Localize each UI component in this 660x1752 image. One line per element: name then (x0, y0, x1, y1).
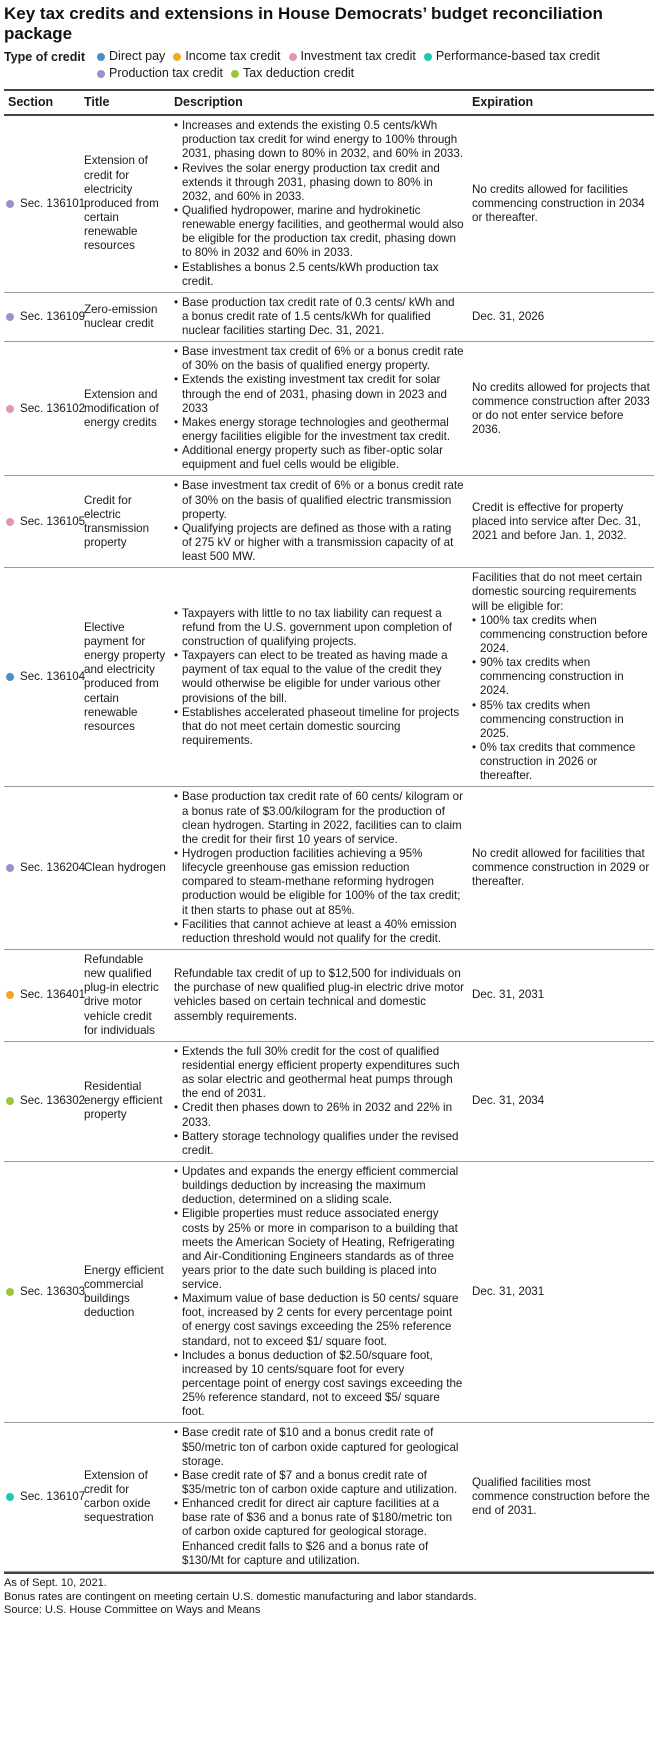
title-cell: Extension and modification of energy credits (80, 342, 170, 476)
description-item: • Taxpayers can elect to be treated as having made a payment of tax equal to the value of the credit they would otherwise be eligible for under various other provisions of the bill. (174, 649, 464, 706)
expiration-cell (468, 949, 654, 1041)
section-cell (4, 342, 86, 476)
expiration-text: No credits allowed for facilities commencing construction in 2034 or thereafter. (472, 182, 645, 224)
expiration-text: Dec. 31, 2034 (472, 1094, 545, 1108)
description-list (174, 1165, 464, 1420)
description-item: • Maximum value of base deduction is 50 cents/ square foot, increased by 2 cents for every percentage point of energy cost savings exceeding the 25% reference standard, not to exceed $1/ square foot. (174, 1292, 464, 1349)
description-item: • Increases and extends the existing 0.5 cents/kWh production tax credit for wind energy to 100% through 2031, phasing down to 80% in 2032, and 60% in 2033. (174, 119, 464, 161)
description-item: • Includes a bonus deduction of $2.50/square foot, increased by 10 cents/square foot for every percentage point of energy cost savings exceeding the 25% reference standard, not to exceed $5/ square foot. (174, 1349, 464, 1420)
table-row (4, 787, 654, 950)
description-list (174, 790, 464, 946)
legend-item-label: Direct pay (109, 49, 166, 64)
description-item: • Makes energy storage technologies and geothermal energy facilities eligible for the investment tax credit. (174, 416, 464, 444)
section-number: Sec. 136401 (20, 988, 86, 1002)
description-cell (170, 342, 468, 476)
credit-type-dot-icon (6, 1097, 14, 1105)
credit-type-dot-icon (6, 1493, 14, 1501)
section-wrapper (6, 401, 86, 416)
legend-dot-icon (231, 70, 239, 78)
section-wrapper (6, 196, 86, 211)
expiration-cell (468, 292, 654, 341)
description-item: • Additional energy property such as fiber-optic solar equipment and fuel cells would be eligible. (174, 444, 464, 472)
section-cell (4, 1423, 86, 1571)
expiration-text: Qualified facilities most commence construction before the end of 2031. (472, 1475, 650, 1518)
section-cell (4, 787, 86, 950)
legend-item (424, 49, 600, 64)
section-cell (4, 568, 86, 787)
description-list (174, 479, 464, 564)
section-wrapper (6, 1285, 86, 1299)
section-number: Sec. 136302 (20, 1094, 86, 1108)
section-number: Sec. 136204 (20, 861, 86, 875)
section-cell (4, 949, 86, 1041)
section-cell (4, 476, 86, 568)
expiration-cell (468, 787, 654, 950)
section-wrapper (6, 988, 86, 1002)
table-row (4, 292, 654, 341)
title-cell: Energy efficient commercial buildings deduction (80, 1161, 170, 1423)
expiration-item: • 85% tax credits when commencing construction in 2025. (472, 699, 650, 741)
description-item: • Base investment tax credit of 6% or a bonus credit rate of 30% on the basis of qualified electric transmission property. (174, 479, 464, 521)
description-item: • Facilities that cannot achieve at least a 40% emission reduction threshold would not qualify for the credit. (174, 918, 464, 946)
tax-credits-table (4, 89, 654, 1572)
expiration-cell (468, 1161, 654, 1423)
description-list (174, 607, 464, 748)
legend-dot-icon (173, 53, 181, 61)
legend-item (231, 66, 354, 81)
description-item: • Enhanced credit for direct air capture facilities at a base rate of $36 and a bonus rate of $180/metric ton of carbon oxide captured for geological storage. Enhanced credit falls to $26 and a bonus rate of $130/Mt for capture and utilization. (174, 1497, 464, 1568)
table-row (4, 568, 654, 787)
legend-item-label: Income tax credit (185, 49, 281, 64)
legend-dot-icon (424, 53, 432, 61)
credit-type-dot-icon (6, 518, 14, 526)
description-item: • Extends the full 30% credit for the cost of qualified residential energy efficient property expenditures such as solar electric and geothermal heat pumps through the end of 2031. (174, 1045, 464, 1102)
table-row (4, 1161, 654, 1423)
description-item: • Establishes accelerated phaseout timeline for projects that do not meet certain domestic sourcing requirements. (174, 706, 464, 748)
expiration-text: Dec. 31, 2026 (472, 309, 545, 323)
legend-item (97, 66, 223, 81)
page-title: Key tax credits and extensions in House Democrats’ budget reconciliation package (4, 4, 603, 43)
section-wrapper (6, 514, 86, 529)
expiration-text: Dec. 31, 2031 (472, 1285, 545, 1299)
footer-notes (4, 1572, 654, 1618)
description-item: • Eligible properties must reduce associated energy costs by 25% or more in comparison to a building that meets the American Society of Heating, Refrigerating and Air-Conditioning Engineers standards as of three years prior to the date such building is placed into service. (174, 1207, 464, 1292)
section-number: Sec. 136101 (20, 196, 86, 210)
expiration-item: • 90% tax credits when commencing construction in 2024. (472, 656, 650, 698)
expiration-cell (468, 1423, 654, 1571)
expiration-cell (468, 568, 654, 787)
table-row (4, 342, 654, 476)
credit-type-legend (4, 49, 654, 89)
expiration-item: • 0% tax credits that commence construction in 2026 or thereafter. (472, 741, 650, 783)
description-item: • Qualified hydropower, marine and hydrokinetic renewable energy facilities, and geothermal would also be eligible for the production tax credit, phasing down to 80% in 2032 and 60% in 2033. (174, 204, 464, 261)
legend-dot-icon (289, 53, 297, 61)
expiration-text: Facilities that do not meet certain domestic sourcing requirements will be eligible for: (472, 571, 643, 613)
section-cell (4, 292, 86, 341)
description-item: • Base investment tax credit of 6% or a bonus credit rate of 30% on the basis of qualified energy property. (174, 345, 464, 373)
legend-dot-icon (97, 53, 105, 61)
title-cell: Refundable new qualified plug-in electric drive motor vehicle credit for individuals (80, 949, 170, 1041)
description-cell (170, 1041, 468, 1161)
table-body (4, 115, 654, 1571)
section-cell (4, 115, 86, 292)
section-number: Sec. 136102 (20, 401, 86, 415)
expiration-item: • 100% tax credits when commencing construction before 2024. (472, 614, 650, 656)
expiration-cell (468, 476, 654, 568)
title-cell: Elective payment for energy property and electricity produced from certain renewable resources (80, 568, 170, 787)
section-number: Sec. 136303 (20, 1285, 86, 1299)
legend-item (97, 49, 165, 64)
section-number: Sec. 136104 (20, 670, 86, 684)
table-row (4, 1041, 654, 1161)
section-number: Sec. 136109 (20, 309, 86, 323)
credit-type-dot-icon (6, 864, 14, 872)
column-header-expiration: Expiration (468, 90, 654, 115)
credit-type-dot-icon (6, 673, 14, 681)
description-cell (170, 1161, 468, 1423)
section-number: Sec. 136105 (20, 514, 86, 528)
description-text: Refundable tax credit of up to $12,500 for individuals on the purchase of new qualified plug-in electric drive motor vehicles based on certain technical and domestic assembly requirements. (174, 967, 464, 1023)
legend-item (289, 49, 416, 64)
column-header-title: Title (80, 90, 170, 115)
description-list (174, 345, 464, 472)
description-cell (170, 568, 468, 787)
description-item: • Base production tax credit rate of 60 cents/ kilogram or a bonus rate of $3.00/kilogram for the production of clean hydrogen. Starting in 2022, facilities can to claim the credit for their first 10 years of service. (174, 790, 464, 847)
title-cell: Zero-emission nuclear credit (80, 292, 170, 341)
expiration-text: Credit is effective for property placed into service after Dec. 31, 2021 and before Jan. 1, 2032. (472, 500, 641, 542)
credit-type-dot-icon (6, 200, 14, 208)
table-row (4, 115, 654, 292)
legend-item (173, 49, 280, 64)
expiration-list (472, 614, 650, 784)
section-wrapper (6, 1094, 86, 1108)
section-cell (4, 1041, 86, 1161)
section-wrapper (6, 670, 86, 684)
description-cell (170, 476, 468, 568)
expiration-cell (468, 342, 654, 476)
description-item: • Extends the existing investment tax credit for solar through the end of 2031, phasing down in 2023 and 2033 (174, 373, 464, 415)
description-list (174, 1045, 464, 1158)
description-cell (170, 292, 468, 341)
footnote-bonus-rates: Bonus rates are contingent on meeting certain U.S. domestic manufacturing and labor standards. (4, 1590, 477, 1603)
title-cell: Extension of credit for carbon oxide sequestration (80, 1423, 170, 1571)
legend-item-label: Performance-based tax credit (435, 49, 600, 64)
description-item: • Taxpayers with little to no tax liability can request a refund from the U.S. government upon completion of construction of qualifying projects. (174, 607, 464, 649)
legend-label: Type of credit (4, 50, 86, 65)
description-cell (170, 115, 468, 292)
expiration-text: No credits allowed for projects that commence construction after 2033 or do not enter service before 2036. (472, 380, 650, 436)
description-list (174, 1426, 464, 1567)
table-row (4, 476, 654, 568)
legend-item-label: Investment tax credit (300, 49, 416, 64)
credit-type-dot-icon (6, 991, 14, 999)
description-list (174, 296, 464, 338)
credit-type-dot-icon (6, 313, 14, 321)
legend-items (97, 49, 654, 81)
description-cell (170, 949, 468, 1041)
section-wrapper (6, 1490, 86, 1504)
description-list (174, 119, 464, 289)
expiration-cell (468, 1041, 654, 1161)
description-item: • Base credit rate of $7 and a bonus credit rate of $35/metric ton of carbon oxide capture and utilization. (174, 1469, 464, 1497)
description-item: • Base credit rate of $10 and a bonus credit rate of $50/metric ton of carbon oxide captured for geological storage. (174, 1426, 464, 1468)
description-item: • Base production tax credit rate of 0.3 cents/ kWh and a bonus credit rate of 1.5 cents/kWh for qualified nuclear facilities starting Dec. 31, 2021. (174, 296, 464, 338)
table-row (4, 1423, 654, 1571)
description-cell (170, 787, 468, 950)
description-item: • Hydrogen production facilities achieving a 95% lifecycle greenhouse gas emission reduction compared to steam-methane reforming hydrogen production would be eligible for 100% of the tax credit; it then starts to phase out at 85%. (174, 847, 464, 918)
legend-item-label: Production tax credit (109, 66, 223, 81)
title-cell: Residential energy efficient property (80, 1041, 170, 1161)
section-wrapper (6, 861, 86, 875)
column-header-section: Section (4, 90, 80, 115)
expiration-cell (468, 115, 654, 292)
title-cell: Credit for electric transmission property (80, 476, 170, 568)
section-wrapper (6, 309, 86, 324)
legend-item-label: Tax deduction credit (242, 66, 355, 81)
title-cell: Clean hydrogen (80, 787, 170, 950)
description-item: • Battery storage technology qualifies under the revised credit. (174, 1130, 464, 1158)
description-item: • Revives the solar energy production tax credit and extends it through 2031, phasing down to 80% in 2032, and 60% in 2033. (174, 162, 464, 204)
title-cell: Extension of credit for electricity produced from certain renewable resources (80, 115, 170, 292)
description-item: • Establishes a bonus 2.5 cents/kWh production tax credit. (174, 261, 464, 289)
section-cell (4, 1161, 86, 1423)
section-number: Sec. 136107 (20, 1490, 86, 1504)
credit-type-dot-icon (6, 1288, 14, 1296)
source-note: Source: U.S. House Committee on Ways and Means (4, 1604, 261, 1617)
expiration-text: No credit allowed for facilities that commence construction in 2029 or thereafter. (472, 846, 650, 889)
table-row (4, 949, 654, 1041)
table-header-row (4, 90, 654, 115)
description-item: • Credit then phases down to 26% in 2032 and 22% in 2033. (174, 1101, 464, 1129)
legend-dot-icon (97, 70, 105, 78)
credit-type-dot-icon (6, 405, 14, 413)
description-cell (170, 1423, 468, 1571)
description-item: • Qualifying projects are defined as those with a rating of 275 kV or higher with a transmission capacity of at least 500 MW. (174, 522, 464, 564)
expiration-text: Dec. 31, 2031 (472, 988, 545, 1002)
column-header-description: Description (170, 90, 468, 115)
description-item: • Updates and expands the energy efficient commercial buildings deduction by increasing the maximum deduction, determined on a sliding scale. (174, 1165, 464, 1207)
footnote-as-of: As of Sept. 10, 2021. (4, 1576, 107, 1589)
